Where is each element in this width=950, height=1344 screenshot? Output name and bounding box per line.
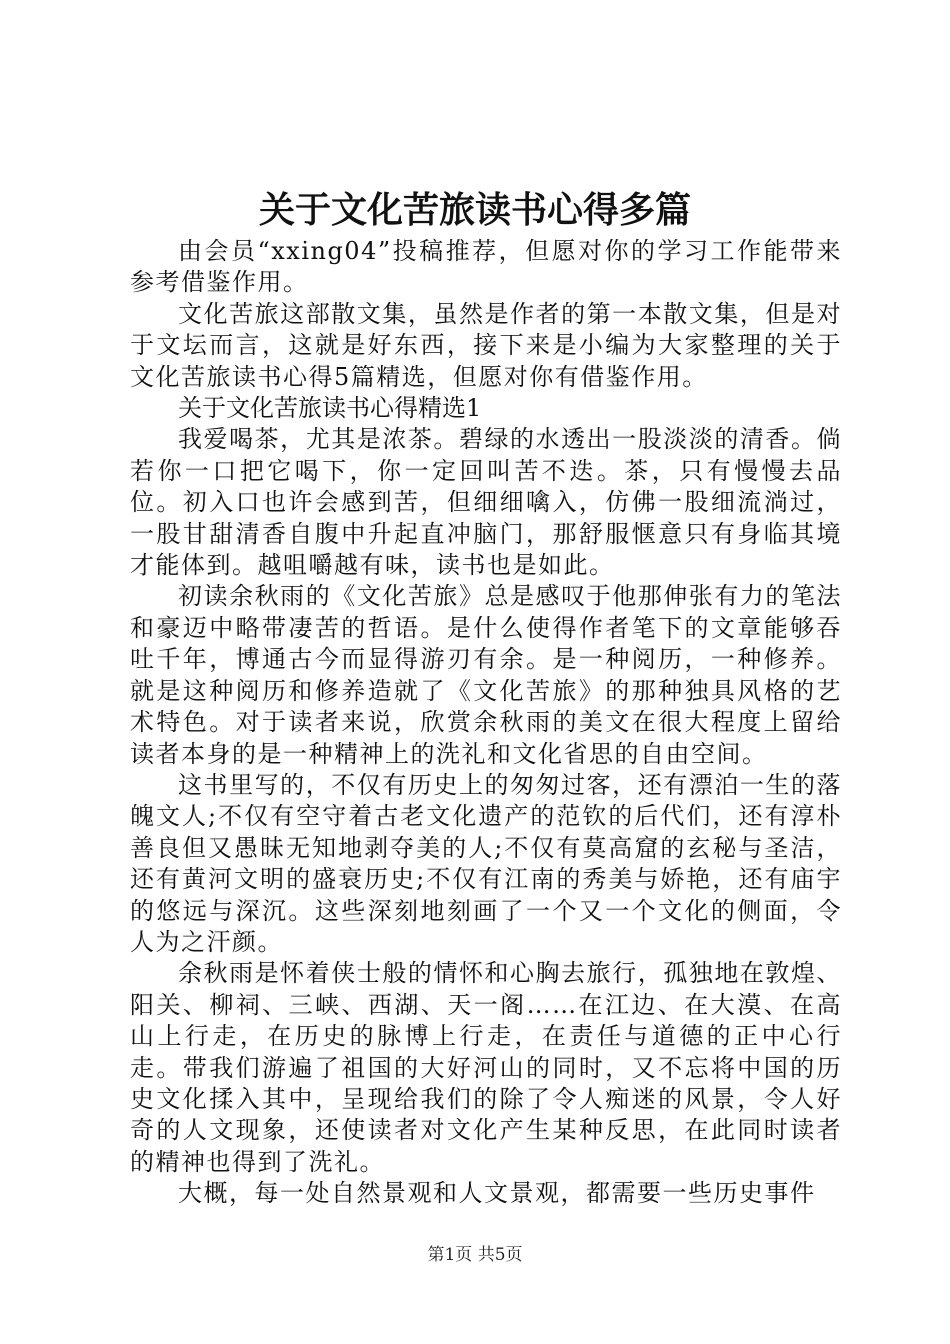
section-heading: 关于文化苦旅读书心得精选1 (178, 394, 482, 423)
paragraph-book-content: 这书里写的，不仅有历史上的匆匆过客，还有漂泊一生的落魄文人;不仅有空守着古老文化遗产的范钦的后代们，还有淳朴善良但又愚昧无知地剥夺美的人;不仅有莫高窟的玄秘与圣洁，还有黄河文明的盛衰历史;不仅有江南的秀美与娇艳，还有庙宇的悠远与深沉。这些深刻地刻画了一个又一个文化的侧面，令人为之汗颜。 (130, 770, 842, 956)
article-body (130, 236, 842, 1210)
page-title: 关于文化苦旅读书心得多篇 (258, 189, 691, 231)
paragraph-summary: 文化苦旅这部散文集，虽然是作者的第一本散文集，但是对于文坛而言，这就是好东西，接下来是小编为大家整理的关于文化苦旅读书心得5篇精选，但愿对你有借鉴作用。 (130, 299, 842, 391)
paragraph-first-reading: 初读余秋雨的《文化苦旅》总是感叹于他那伸张有力的笔法和豪迈中略带凄苦的哲语。是什么使得作者笔下的文章能够吞吐千年，博通古今而显得游刃有余。是一种阅历，一种修养。就是这种阅历和修养造就了《文化苦旅》的那种独具风格的艺术特色。对于读者来说，欣赏余秋雨的美文在很大程度上留给读者本身的是一种精神上的洗礼和文化省思的自由空间。 (130, 582, 842, 768)
paragraph-tea: 我爱喝茶，尤其是浓茶。碧绿的水透出一股淡淡的清香。倘若你一口把它喝下，你一定回叫苦不迭。茶，只有慢慢去品位。初入口也许会感到苦，但细细噙入，仿佛一股细流淌过，一股甘甜清香自腹中升起直冲脑门，那舒服惬意只有身临其境才能体到。越咀嚼越有味，读书也是如此。 (130, 425, 842, 580)
paragraph-intro: 由会员“xxing04”投稿推荐，但愿对你的学习工作能带来参考借鉴作用。 (130, 237, 842, 297)
paragraph-landscape: 大概，每一处自然景观和人文景观，都需要一些历史事件 (178, 1179, 816, 1208)
page-footer: 第1页 共5页 (427, 1245, 523, 1265)
paragraph-travel: 余秋雨是怀着侠士般的情怀和心胸去旅行，孤独地在敦煌、阳关、柳祠、三峡、西湖、天一阁……在江边、在大漠、在高山上行走，在历史的脉博上行走，在责任与道德的正中心行走。带我们游遍了祖国的大好河山的同时，又不忘将中国的历史文化揉入其中，呈现给我们的除了令人痴迷的风景，令人好奇的人文现象，还使读者对文化产生某种反思，在此同时读者的精神也得到了洗礼。 (130, 959, 842, 1176)
